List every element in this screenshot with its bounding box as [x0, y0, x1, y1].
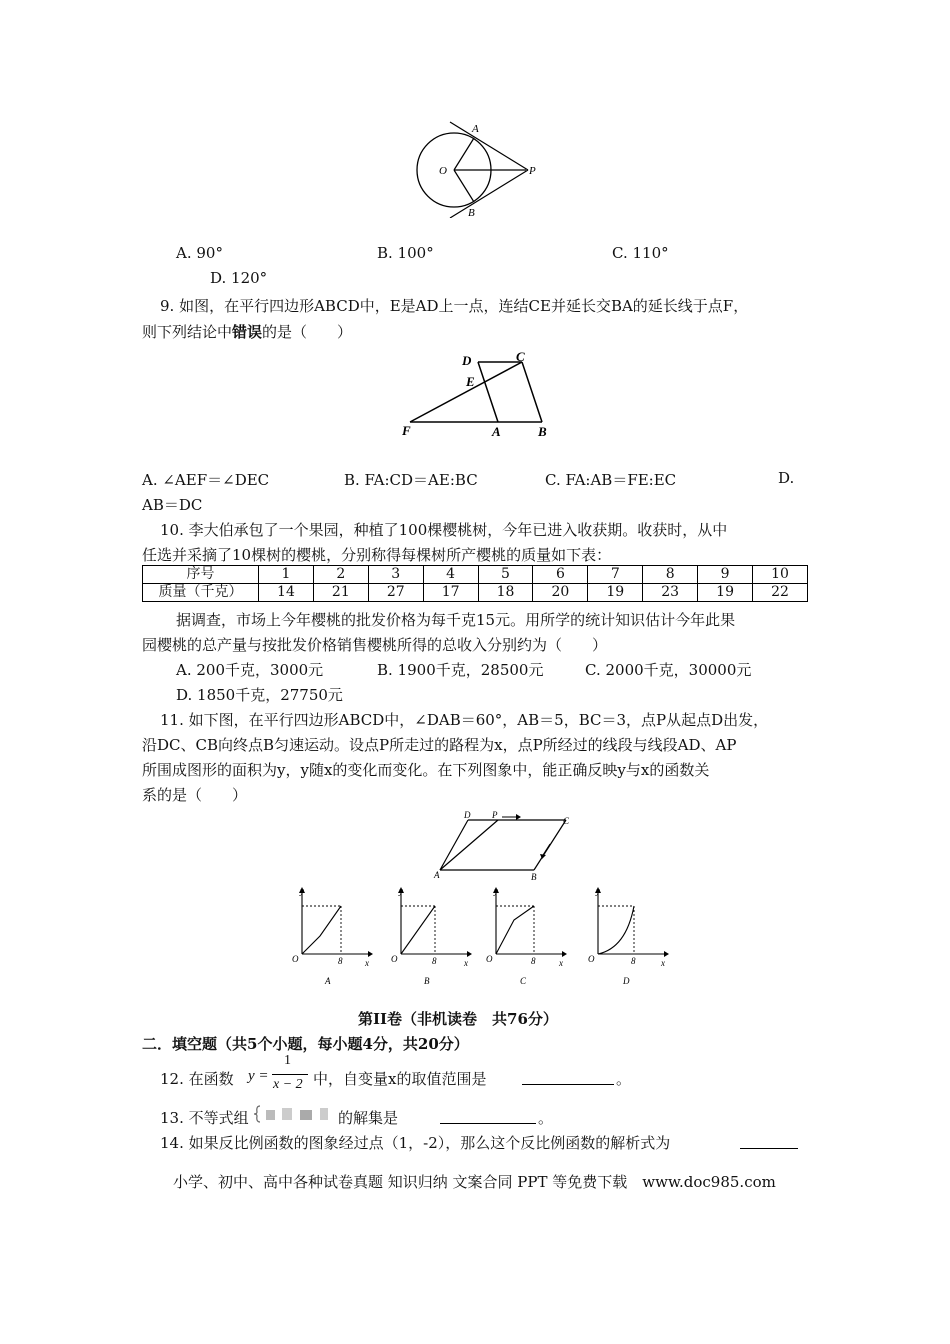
graph-b-x-label: x [464, 958, 468, 968]
q8-option-b[interactable]: B. 100° [377, 244, 434, 262]
table-cell: 27 [368, 584, 423, 602]
q12-fraction-denominator: x − 2 [273, 1077, 303, 1092]
q11-graph-option-c[interactable] [482, 884, 567, 989]
q11-label-A: A [434, 870, 440, 880]
q8-circle-tangent-figure [408, 118, 548, 218]
graph-a-tick: 8 [338, 956, 343, 966]
graph-b-origin: O [391, 954, 398, 964]
q10-option-d[interactable]: D. 1850千克，27750元 [176, 686, 343, 704]
q9-option-b[interactable]: B. FA:CD＝AE:BC [344, 471, 478, 489]
table-cell: 3 [368, 566, 423, 584]
table-cell: 8 [643, 566, 698, 584]
graph-a-option-label: A [325, 976, 331, 986]
graph-d-x-label: x [661, 958, 665, 968]
q11-stem-line2: 沿DC、CB向终点B匀速运动。设点P所走过的路程为x，点P所经过的线段与线段AD、AP [142, 736, 737, 754]
q11-stem-line1: 11. 如下图，在平行四边形ABCD中，∠DAB＝60°，AB＝5，BC＝3，点P从起点D出发， [160, 711, 769, 729]
q14-text: 14. 如果反比例函数的图象经过点（1，-2），那么这个反比例函数的解析式为 [160, 1134, 671, 1152]
section2-heading: 二．填空题（共5个小题，每小题4分，共20分） [142, 1035, 469, 1053]
graph-c-option-label: C [520, 976, 527, 986]
q11-stem-line4: 系的是（ ） [142, 786, 248, 804]
table-cell: 5 [478, 566, 533, 584]
footer-text: 小学、初中、高中各种试卷真题 知识归纳 文案合同 PPT 等免费下载 www.doc985.com [173, 1173, 776, 1191]
q13-end: 。 [538, 1109, 554, 1127]
q9-option-c[interactable]: C. FA:AB＝FE:EC [545, 471, 677, 489]
q8-option-a[interactable]: A. 90° [176, 244, 223, 262]
q11-label-P: P [492, 810, 498, 820]
q8-option-d[interactable]: D. 120° [210, 269, 268, 287]
q12-y-equals: y = [248, 1068, 269, 1084]
table-cell: 9 [698, 566, 753, 584]
q9-stem-line2: 则下列结论中错误的是（ ） [142, 323, 353, 341]
table-cell: 17 [423, 584, 478, 602]
q13-post: 的解集是 [338, 1109, 399, 1127]
q10-after-line1: 据调查，市场上今年樱桃的批发价格为每千克15元。用所学的统计知识估计今年此果 [176, 611, 736, 629]
table-cell: 21 [313, 584, 368, 602]
q9-option-a[interactable]: A. ∠AEF＝∠DEC [142, 471, 270, 489]
graph-b-option-label: B [424, 976, 430, 986]
table-cell: 10 [753, 566, 808, 584]
q8-label-O: O [439, 165, 447, 177]
q9-label-C: C [516, 349, 525, 364]
q10-option-a[interactable]: A. 200千克，3000元 [176, 661, 324, 679]
q10-stem-line2: 任选并采摘了10棵树的樱桃，分别称得每棵树所产樱桃的质量如下表： [142, 546, 612, 564]
q10-option-b[interactable]: B. 1900千克，28500元 [377, 661, 544, 679]
q12-answer-blank[interactable] [522, 1068, 614, 1089]
graph-c-origin: O [486, 954, 493, 964]
graph-d-tick: 8 [631, 956, 636, 966]
q10-stem-line1: 10. 李大伯承包了一个果园，种植了100棵樱桃树，今年已进入收获期。收获时，从中 [160, 521, 728, 539]
table-cell: 19 [698, 584, 753, 602]
table-cell: 4 [423, 566, 478, 584]
q13-answer-blank[interactable] [440, 1107, 536, 1128]
q11-label-B: B [531, 872, 537, 882]
q8-label-B: B [468, 207, 475, 218]
graph-d-origin: O [588, 954, 595, 964]
table-cell: 19 [588, 584, 643, 602]
table-cell: 20 [533, 584, 588, 602]
table-cell: 2 [313, 566, 368, 584]
graph-d-option-label: D [623, 976, 630, 986]
graph-c-tick: 8 [531, 956, 536, 966]
q8-option-c[interactable]: C. 110° [612, 244, 669, 262]
q11-parallelogram-figure [430, 808, 580, 886]
q12-fraction-bar [272, 1074, 308, 1075]
q9-parallelogram-figure [398, 348, 558, 440]
q11-graph-option-b[interactable] [387, 884, 472, 989]
q8-label-A: A [472, 123, 479, 135]
table-cell: 18 [478, 584, 533, 602]
q9-label-D: D [462, 353, 472, 368]
q11-graph-option-a[interactable] [288, 884, 373, 989]
q11-stem-line3: 所围成图形的面积为y，y随x的变化而变化。在下列图象中，能正确反映y与x的函数关 [142, 761, 710, 779]
q9-label-B: B [538, 424, 547, 439]
table-cell: 23 [643, 584, 698, 602]
graph-c-y-label: y [494, 886, 498, 896]
table-cell: 1 [259, 566, 314, 584]
q9-stem-line1: 9. 如图，在平行四边形ABCD中，E是AD上一点，连结CE并延长交BA的延长线于点F， [160, 297, 749, 315]
table-row-label: 质量（千克） [143, 584, 259, 602]
table-row [143, 566, 808, 584]
q9-label-F: F [402, 423, 411, 438]
q13-pre: 13. 不等式组 [160, 1109, 249, 1127]
graph-b-tick: 8 [432, 956, 437, 966]
q9-option-d-prefix[interactable]: D. [778, 469, 795, 487]
graph-d-y-label: y [596, 886, 600, 896]
graph-c-x-label: x [559, 958, 563, 968]
q14-answer-blank[interactable] [740, 1132, 798, 1153]
q10-option-c[interactable]: C. 2000千克，30000元 [585, 661, 752, 679]
q8-label-P: P [529, 165, 536, 177]
graph-a-origin: O [292, 954, 299, 964]
table-cell: 22 [753, 584, 808, 602]
q12-pre: 12. 在函数 [160, 1070, 234, 1088]
q10-cherry-mass-table [142, 565, 808, 602]
section2-volume-title: 第II卷（非机读卷 共76分） [358, 1010, 558, 1028]
q12-end: 。 [616, 1070, 632, 1088]
q13-inequality-system-icon [254, 1104, 338, 1124]
graph-b-y-label: y [399, 886, 403, 896]
q11-label-C: C [563, 816, 570, 826]
q10-after-line2: 园樱桃的总产量与按批发价格销售樱桃所得的总收入分别约为（ ） [142, 636, 608, 654]
q11-label-D: D [464, 810, 471, 820]
table-header-label: 序号 [143, 566, 259, 584]
graph-a-x-label: x [365, 958, 369, 968]
table-cell: 14 [259, 584, 314, 602]
q11-graph-option-d[interactable] [584, 884, 669, 989]
table-cell: 7 [588, 566, 643, 584]
table-row [143, 584, 808, 602]
q9-label-A: A [492, 424, 501, 439]
q9-option-d-text[interactable]: AB＝DC [142, 496, 203, 514]
q12-fraction-numerator: 1 [284, 1053, 291, 1068]
graph-a-y-label: y [300, 886, 304, 896]
table-cell: 6 [533, 566, 588, 584]
q12-post: 中，自变量x的取值范围是 [313, 1070, 487, 1088]
q9-label-E: E [466, 374, 475, 389]
q9-emphasis: 错误 [232, 323, 263, 341]
